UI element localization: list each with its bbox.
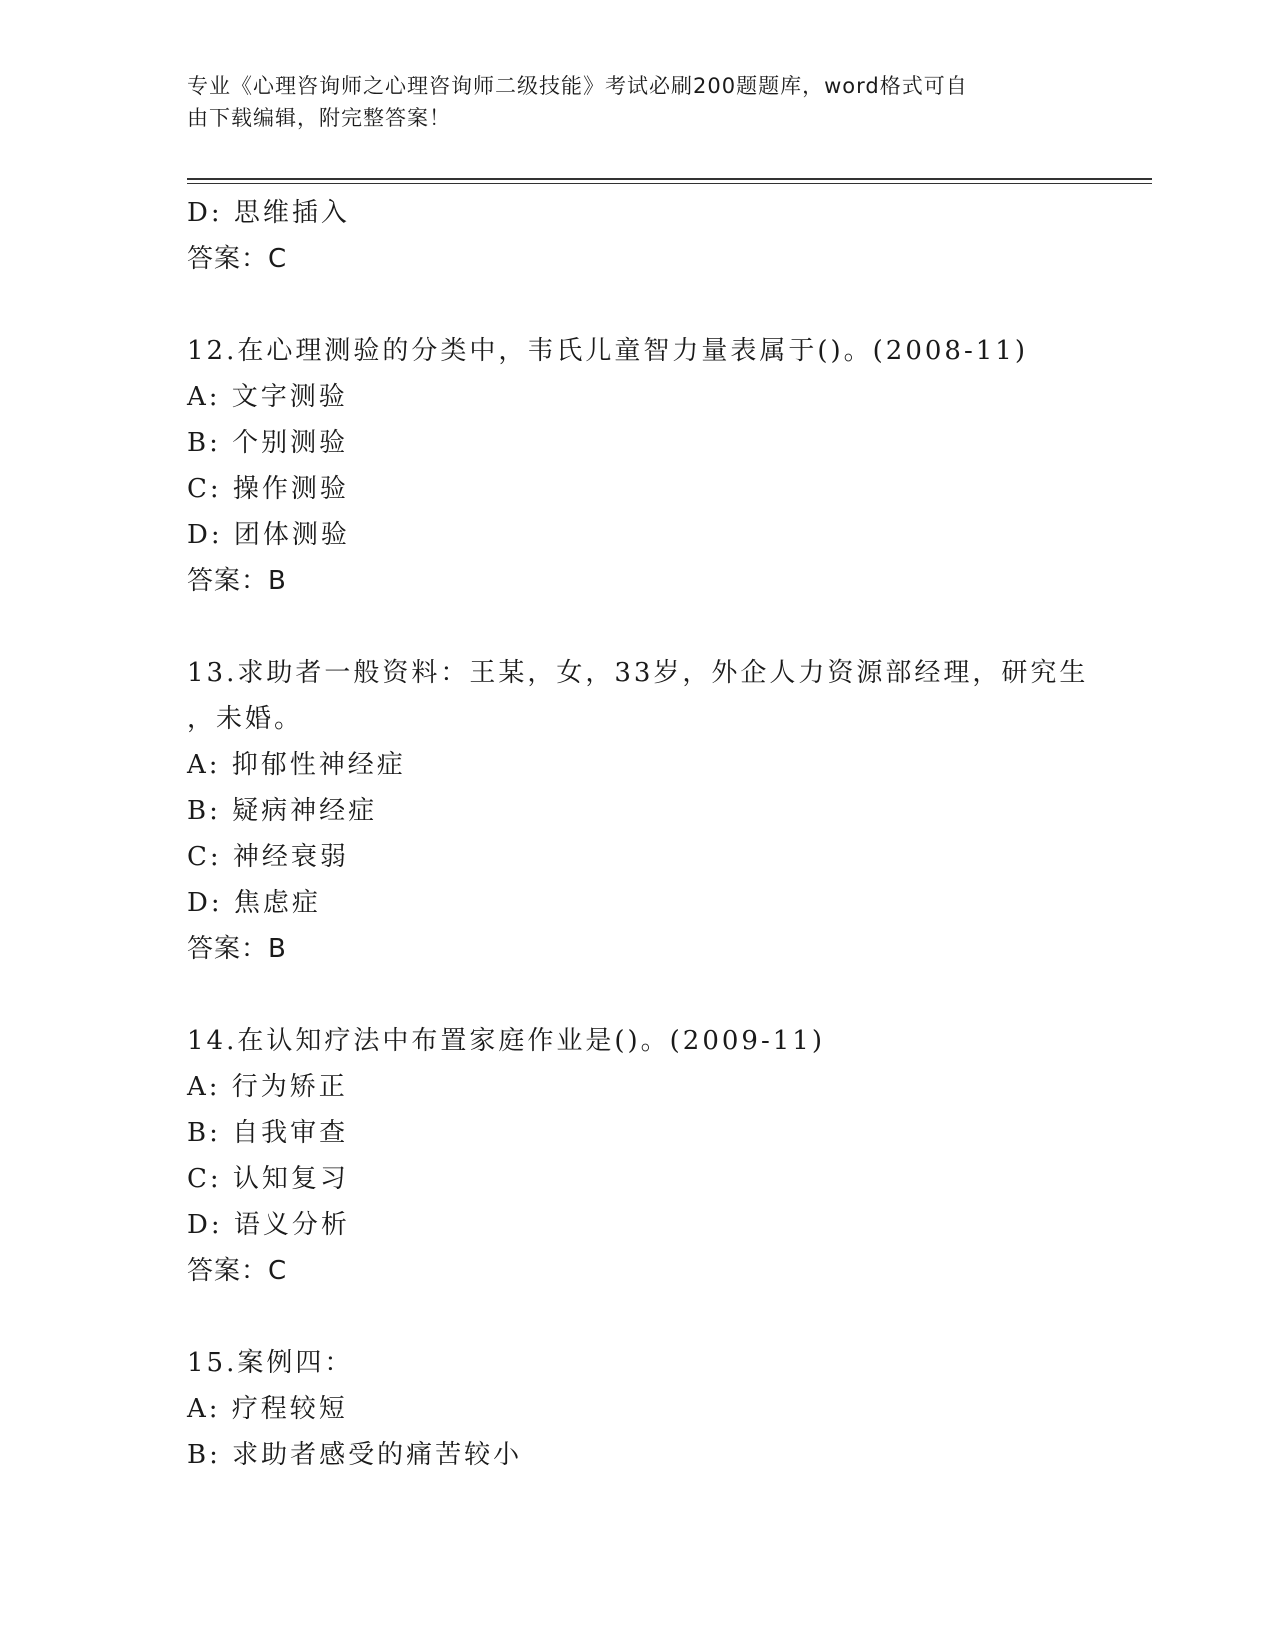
question-15	[187, 1340, 1087, 1478]
answer-line: 答案：C	[187, 1256, 288, 1286]
header-divider-thick	[187, 178, 1152, 180]
spacer	[187, 972, 1087, 1018]
answer-line: 答案：C	[187, 244, 288, 274]
question-14	[187, 1018, 1087, 1294]
option-d: D: 思维插入	[187, 198, 350, 228]
option-c: C: 神经衰弱	[187, 842, 349, 872]
option-a: A: 行为矫正	[187, 1072, 348, 1102]
question-stem: 12.在心理测验的分类中，韦氏儿童智力量表属于()。(2008-11)	[187, 336, 1028, 366]
option-b: B: 求助者感受的痛苦较小	[187, 1440, 523, 1470]
option-c: C: 操作测验	[187, 474, 349, 504]
option-d: D: 焦虑症	[187, 888, 321, 918]
option-a: A: 文字测验	[187, 382, 348, 412]
spacer	[187, 604, 1087, 650]
question-stem: 14.在认知疗法中布置家庭作业是()。(2009-11)	[187, 1026, 825, 1056]
question-stem-continued: ，未婚。	[187, 704, 304, 734]
option-c: C: 认知复习	[187, 1164, 349, 1194]
option-b: B: 自我审查	[187, 1118, 349, 1148]
option-a: A: 疗程较短	[187, 1394, 348, 1424]
option-b: B: 疑病神经症	[187, 796, 378, 826]
document-header	[187, 70, 1067, 134]
spacer	[187, 1294, 1087, 1340]
header-divider-thin	[187, 183, 1152, 184]
question-13	[187, 650, 1087, 972]
option-a: A: 抑郁性神经症	[187, 750, 406, 780]
question-stem: 15.案例四：	[187, 1348, 354, 1378]
header-line-1: 专业《心理咨询师之心理咨询师二级技能》考试必刷200题题库，word格式可自	[187, 74, 968, 98]
question-12	[187, 328, 1087, 604]
option-d: D: 语义分析	[187, 1210, 350, 1240]
option-b: B: 个别测验	[187, 428, 349, 458]
question-stem: 13.求助者一般资料：王某，女，33岁，外企人力资源部经理，研究生	[187, 658, 1089, 688]
question-list	[187, 190, 1087, 1478]
answer-line: 答案：B	[187, 566, 287, 596]
header-line-2: 由下载编辑，附完整答案！	[187, 106, 451, 130]
answer-line: 答案：B	[187, 934, 287, 964]
option-d: D: 团体测验	[187, 520, 350, 550]
spacer	[187, 282, 1087, 328]
